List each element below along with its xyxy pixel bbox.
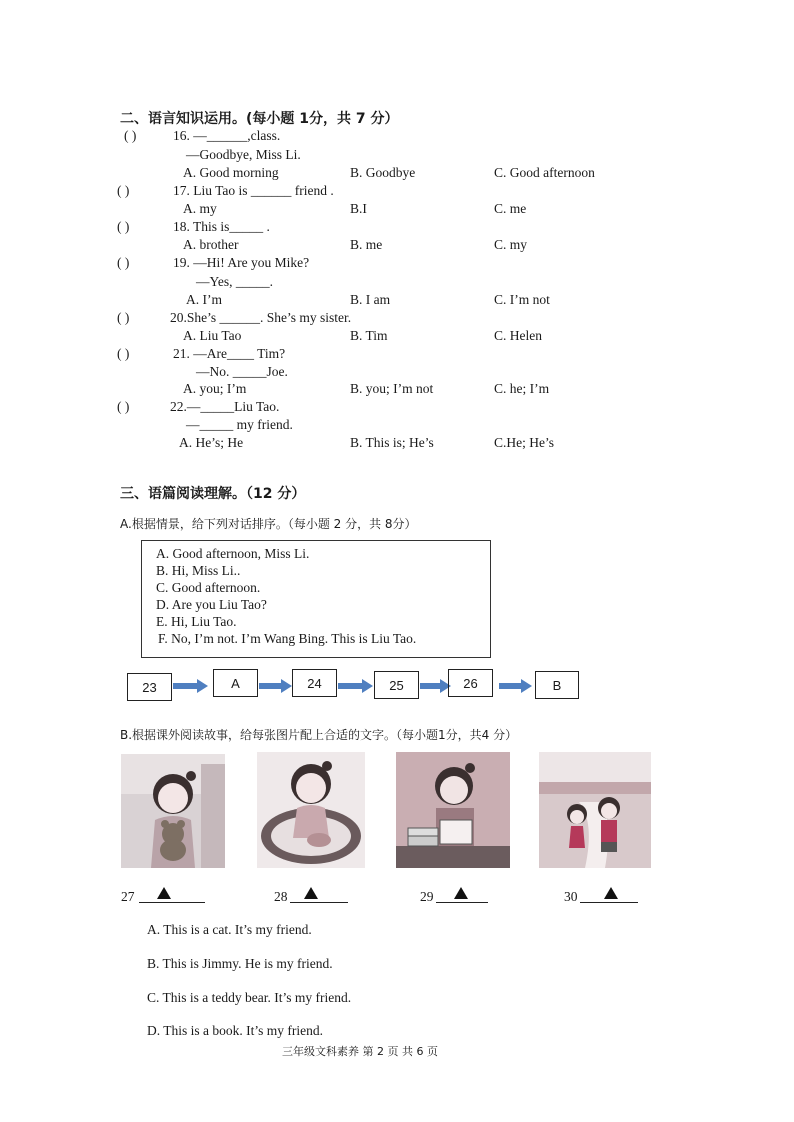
order-box-24[interactable]: 24	[292, 669, 337, 697]
arrow-right-icon	[173, 678, 209, 694]
order-box-b: B	[535, 671, 579, 699]
question-16-stem2: —Goodbye, Miss Li.	[186, 147, 301, 162]
question-19-stem2: —Yes, _____.	[196, 274, 274, 289]
part-b-instruction: B.根据课外阅读故事，给每张图片配上合适的文字。（每小题1分，共4 分）	[120, 728, 518, 742]
blank-27-label: 27	[121, 889, 135, 904]
answer-bracket-22[interactable]: ( )	[117, 399, 130, 414]
question-21-stem: 21. —Are____ Tim?	[173, 346, 286, 361]
triangle-icon	[454, 887, 468, 899]
question-22-stem: 22.—_____Liu Tao.	[170, 399, 280, 414]
order-box-26[interactable]: 26	[448, 669, 493, 697]
answer-bracket-18[interactable]: ( )	[117, 219, 130, 234]
q16-option-c: C. Good afternoon	[494, 165, 595, 180]
answer-bracket-20[interactable]: ( )	[117, 310, 130, 325]
dialogue-box	[141, 540, 491, 658]
q21-option-c: C. he; I’m	[494, 381, 550, 396]
q20-option-b: B. Tim	[350, 328, 388, 343]
two-children-picture	[539, 752, 651, 868]
arrow-right-icon	[338, 678, 374, 694]
blank-28-label: 28	[274, 889, 288, 904]
arrow-right-icon	[499, 678, 533, 694]
q17-option-c: C. me	[494, 201, 527, 216]
matching-option-a: A. This is a cat. It’s my friend.	[147, 922, 312, 937]
girl-with-cat-picture	[257, 752, 365, 868]
question-19-stem: 19. —Hi! Are you Mike?	[173, 255, 310, 270]
dialogue-line-d: D. Are you Liu Tao?	[156, 597, 267, 612]
question-22-stem2: —_____ my friend.	[186, 417, 293, 432]
triangle-icon	[157, 887, 171, 899]
q18-option-b: B. me	[350, 237, 383, 252]
triangle-icon	[304, 887, 318, 899]
q16-option-a: A. Good morning	[183, 165, 279, 180]
arrow-right-icon	[259, 678, 293, 694]
q17-option-a: A. my	[183, 201, 217, 216]
q18-option-a: A. brother	[183, 237, 239, 252]
q21-option-b: B. you; I’m not	[350, 381, 434, 396]
q19-option-b: B. I am	[350, 292, 391, 307]
q16-option-b: B. Goodbye	[350, 165, 416, 180]
blank-29-line[interactable]	[436, 902, 488, 903]
question-18-stem: 18. This is_____ .	[173, 219, 270, 234]
answer-bracket-17[interactable]: ( )	[117, 183, 130, 198]
order-box-a: A	[213, 669, 258, 697]
answer-bracket-21[interactable]: ( )	[117, 346, 130, 361]
q22-option-a: A. He’s; He	[179, 435, 244, 450]
question-20-stem: 20.She’s ______. She’s my sister.	[170, 310, 352, 325]
section3-heading: 三、语篇阅读理解。（12 分）	[120, 486, 306, 502]
blank-29-label: 29	[420, 889, 434, 904]
section2-heading: 二、语言知识运用。(每小题 1分，共 7 分）	[120, 111, 399, 127]
dialogue-line-b: B. Hi, Miss Li..	[156, 563, 241, 578]
q18-option-c: C. my	[494, 237, 528, 252]
q20-option-a: A. Liu Tao	[183, 328, 242, 343]
blank-30-line[interactable]	[580, 902, 638, 903]
triangle-icon	[604, 887, 618, 899]
part-a-instruction: A.根据情景，给下列对话排序。（每小题 2 分，共 8分）	[120, 517, 417, 531]
matching-option-d: D. This is a book. It’s my friend.	[147, 1023, 323, 1038]
q19-option-a: A. I’m	[186, 292, 222, 307]
girl-reading-book-picture	[396, 752, 510, 868]
dialogue-line-f: F. No, I’m not. I’m Wang Bing. This is Liu Tao.	[158, 631, 417, 646]
order-box-23[interactable]: 23	[127, 673, 172, 701]
girl-with-teddy-bear-picture	[121, 754, 225, 868]
q21-option-a: A. you; I’m	[183, 381, 247, 396]
dialogue-line-a: A. Good afternoon, Miss Li.	[156, 546, 310, 561]
order-box-25[interactable]: 25	[374, 671, 419, 699]
dialogue-line-e: E. Hi, Liu Tao.	[156, 614, 237, 629]
question-21-stem2: —No. _____Joe.	[196, 364, 288, 379]
blank-30-label: 30	[564, 889, 578, 904]
question-17-stem: 17. Liu Tao is ______ friend .	[173, 183, 334, 198]
q20-option-c: C. Helen	[494, 328, 542, 343]
answer-bracket-16[interactable]: ( )	[124, 128, 137, 143]
q22-option-b: B. This is; He’s	[350, 435, 434, 450]
dialogue-line-c: C. Good afternoon.	[156, 580, 261, 595]
matching-option-c: C. This is a teddy bear. It’s my friend.	[147, 990, 352, 1005]
q22-option-c: C.He; He’s	[494, 435, 554, 450]
question-16-stem: 16. —______,class.	[173, 128, 281, 143]
q17-option-b: B.I	[350, 201, 367, 216]
answer-bracket-19[interactable]: ( )	[117, 255, 130, 270]
blank-27-line[interactable]	[139, 902, 205, 903]
page-footer: 三年级文科素养 第 2 页 共 6 页	[282, 1045, 438, 1058]
blank-28-line[interactable]	[290, 902, 348, 903]
q19-option-c: C. I’m not	[494, 292, 550, 307]
matching-option-b: B. This is Jimmy. He is my friend.	[147, 956, 333, 971]
